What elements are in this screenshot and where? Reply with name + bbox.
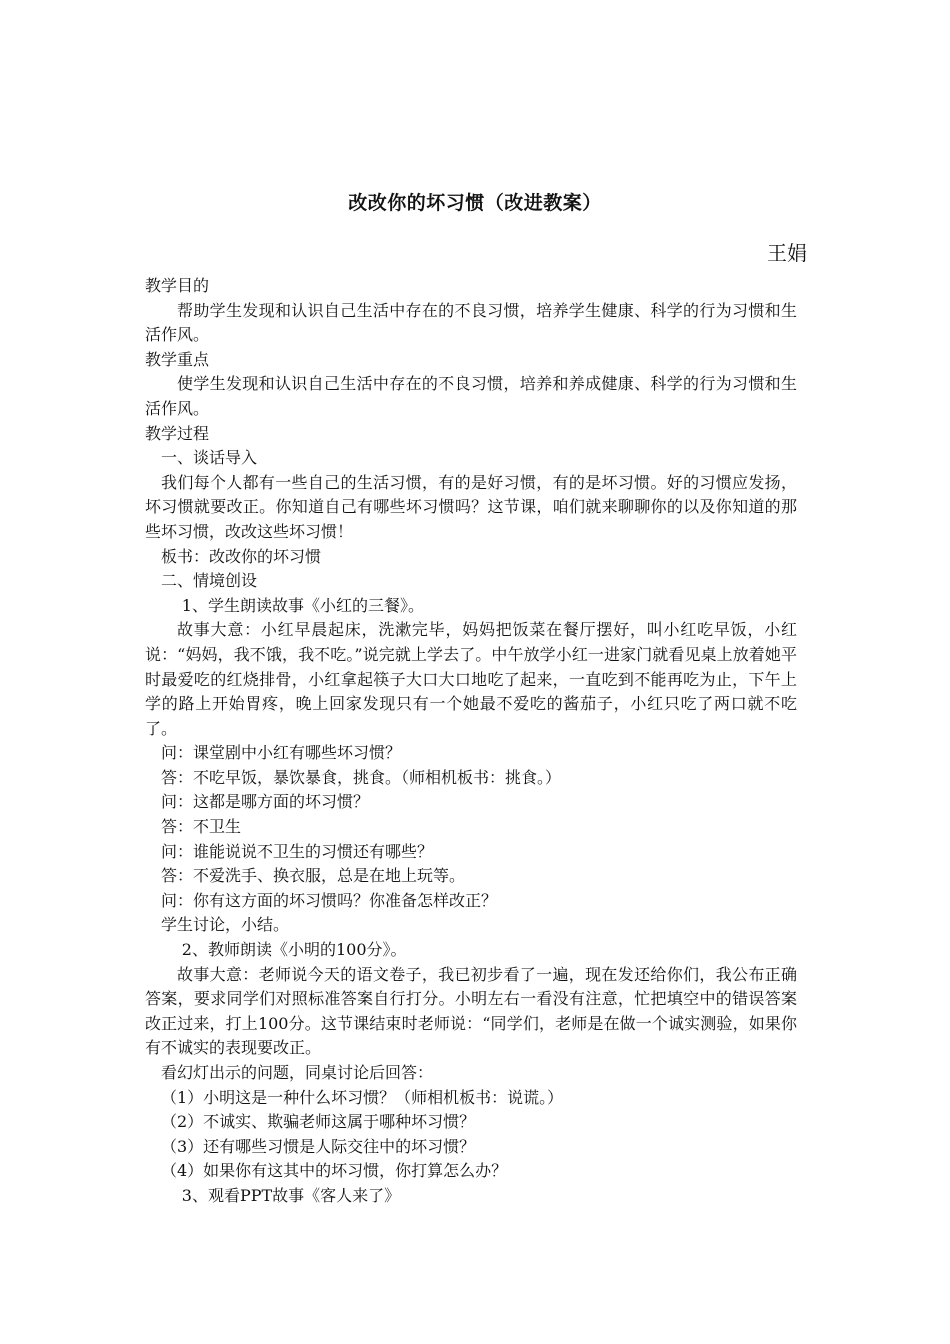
- author-name: 王娟: [767, 241, 807, 265]
- heading-teaching-process: 教学过程: [145, 423, 210, 443]
- board-note: 板书：改改你的坏习惯: [161, 546, 322, 566]
- activity-2-title: 2、教师朗读《小明的100分》。: [181, 940, 407, 960]
- story-1-summary: 故事大意：小红早晨起床，洗漱完毕，妈妈把饭菜在餐厅摆好，叫小红吃早饭，小红说：“妈妈，我不饿，我不吃。”说完就上学去了。中午放学小红一进家门就看见桌上放着她平时最爱吃的红烧排骨，小红拿起筷子大口大口地吃了起来，一直吃到不能再吃为止，下午上学的路上开始胃疼，晚上回家发现只有一个她最不爱吃的酱茄子，小红只吃了两口就不吃了。: [145, 620, 797, 738]
- qa-line: 答：不卫生: [161, 817, 242, 837]
- question-item: （3）还有哪些习惯是人际交往中的坏习惯？: [161, 1136, 476, 1156]
- activity-3-title: 3、观看PPT故事《客人来了》: [181, 1185, 401, 1205]
- qa-line: 问：这都是哪方面的坏习惯？: [161, 792, 370, 812]
- heading-teaching-goal: 教学目的: [145, 276, 210, 295]
- story-2-summary: 故事大意：老师说今天的语文卷子，我已初步看了一遍，现在发还给你们，我公布正确答案，要求同学们对照标准答案自行打分。小明左右一看没有注意，忙把填空中的错误答案改正过来，打上100分。这节课结束时老师说：“同学们，老师是在做一个诚实测验，如果你有不诚实的表现要改正。: [145, 964, 797, 1058]
- paragraph-goal: 帮助学生发现和认识自己生活中存在的不良习惯，培养学生健康、科学的行为习惯和生活作风。: [145, 300, 797, 345]
- paragraph-intro: 我们每个人都有一些自己的生活习惯，有的是好习惯，有的是坏习惯。好的习惯应发扬，坏习惯就要改正。你知道自己有哪些坏习惯吗？这节课，咱们就来聊聊你的以及你知道的那些坏习惯，改改这些坏习惯！: [145, 472, 797, 541]
- qa-line: 答：不爱洗手、换衣服，总是在地上玩等。: [161, 866, 466, 886]
- section-heading-intro: 一、谈话导入: [161, 448, 258, 468]
- activity-1-title: 1、学生朗读故事《小红的三餐》。: [181, 595, 424, 615]
- section-heading-scenario: 二、情境创设: [161, 571, 258, 591]
- document-title: 改改你的坏习惯（改进教案）: [348, 192, 602, 214]
- qa-line: 问：你有这方面的坏习惯吗？你准备怎样改正？: [161, 890, 498, 910]
- document-body: [145, 274, 797, 1209]
- question-item: （2）不诚实、欺骗老师这属于哪种坏习惯？: [161, 1112, 476, 1132]
- discussion-summary: 学生讨论，小结。: [161, 915, 290, 935]
- question-item: （1）小明这是一种什么坏习惯？（师相机板书：说谎。）: [161, 1087, 564, 1107]
- slide-instruction: 看幻灯出示的问题，同桌讨论后回答：: [161, 1063, 434, 1082]
- qa-line: 问：谁能说说不卫生的习惯还有哪些？: [161, 841, 434, 861]
- question-item: （4）如果你有这其中的坏习惯，你打算怎么办？: [161, 1161, 508, 1181]
- heading-teaching-focus: 教学重点: [145, 349, 210, 369]
- qa-line: 问：课堂剧中小红有哪些坏习惯？: [161, 743, 402, 763]
- paragraph-focus: 使学生发现和认识自己生活中存在的不良习惯，培养和养成健康、科学的行为习惯和生活作风。: [145, 374, 797, 418]
- qa-line: 答：不吃早饭，暴饮暴食，挑食。（师相机板书：挑食。）: [161, 767, 562, 787]
